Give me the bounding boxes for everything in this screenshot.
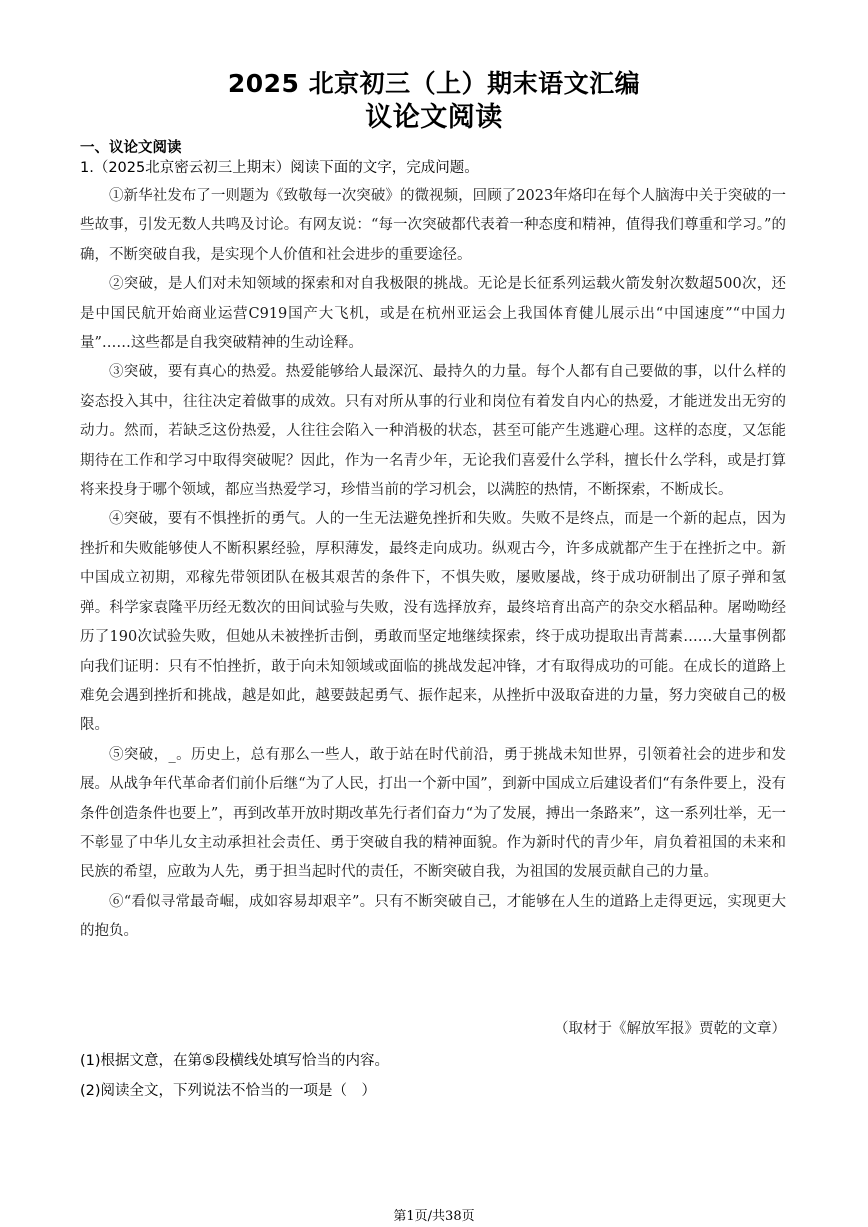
article-paragraph-4: ④突破，要有不惧挫折的勇气。人的一生无法避免挫折和失败。失败不是终点，而是一个新的起点，因为挫折和失败能够使人不断积累经验，厚积薄发，最终走向成功。纵观古今，许多成就都产生于在挫折之中。新中国成立初期，邓稼先带领团队在极其艰苦的条件下，不惧失败，屡败屡战，终于成功研制出了原子弹和氢弹。科学家袁隆平历经无数次的田间试验与失败，没有选择放弃，最终培育出高产的杂交水稻品种。屠呦呦经历了190次试验失败，但她从未被挫折击倒，勇敢而坚定地继续探索，终于成功提取出青蒿素……大量事例都向我们证明：只有不怕挫折，敢于向未知领域或面临的挑战发起冲锋，才有取得成功的可能。在成长的道路上难免会遇到挫折和挑战，越是如此，越要鼓起勇气、振作起来，从挫折中汲取奋进的力量，努力突破自己的极限。 bbox=[80, 511, 786, 734]
article-paragraph-6: ⑥“看似寻常最奇崛，成如容易却艰辛”。只有不断突破自己，才能够在人生的道路上走得更远，实现更大的抱负。 bbox=[80, 893, 786, 940]
section-heading: 一、议论文阅读 bbox=[80, 140, 182, 156]
article-source: （取材于《解放军报》贾乾的文章） bbox=[554, 1021, 786, 1037]
article-paragraph-5: ⑤突破，_。历史上，总有那么一些人，敢于站在时代前沿，勇于挑战未知世界，引领着社会的进步和发展。从战争年代革命者们前仆后继“为了人民，打出一个新中国”，到新中国成立后建设者们“有条件要上，没有条件创造条件也要上”，再到改革开放时期改革先行者们奋力“为了发展，搏出一条路来”，这一系列壮举，无一不彰显了中华儿女主动承担社会责任、勇于突破自我的精神面貌。作为新时代的青少年，肩负着祖国的未来和民族的希望，应敢为人先，勇于担当起时代的责任，不断突破自我，为祖国的发展贡献自己的力量。 bbox=[80, 746, 786, 881]
article-body bbox=[80, 182, 786, 947]
article-paragraph-3: ③突破，要有真心的热爱。热爱能够给人最深沉、最持久的力量。每个人都有自己要做的事，以什么样的姿态投入其中，往往决定着做事的成效。只有对所从事的行业和岗位有着发自内心的热爱，才能迸发出无穷的动力。然而，若缺乏这份热爱，人往往会陷入一种消极的状态，甚至可能产生逃避心理。这样的态度，又怎能期待在工作和学习中取得突破呢？因此，作为一名青少年，无论我们喜爱什么学科，擅长什么学科，或是打算将来投身于哪个领域，都应当热爱学习，珍惜当前的学习机会，以满腔的热情，不断探索，不断成长。 bbox=[80, 364, 786, 499]
article-paragraph-1: ①新华社发布了一则题为《致敬每一次突破》的微视频，回顾了2023年烙印在每个人脑海中关于突破的一些故事，引发无数人共鸣及讨论。有网友说：“每一次突破都代表着一种态度和精神，值得我们尊重和学习。”的确，不断突破自我，是实现个人价值和社会进步的重要途径。 bbox=[80, 188, 786, 263]
document-subtitle: 议论文阅读 bbox=[365, 102, 503, 133]
subquestion-1: (1)根据文意，在第⑤段横线处填写恰当的内容。 bbox=[80, 1053, 390, 1069]
article-paragraph-2: ②突破，是人们对未知领域的探索和对自我极限的挑战。无论是长征系列运载火箭发射次数超500次，还是中国民航开始商业运营C919国产大飞机，或是在杭州亚运会上我国体育健儿展示出“中国速度”“中国力量”……这些都是自我突破精神的生动诠释。 bbox=[80, 276, 786, 352]
question-prompt: 1.（2025北京密云初三上期末）阅读下面的文字，完成问题。 bbox=[80, 160, 479, 176]
subquestion-2: (2)阅读全文，下列说法不恰当的一项是（ ） bbox=[80, 1083, 377, 1099]
document-title: 2025 北京初三（上）期末语文汇编 bbox=[227, 69, 641, 98]
page-number: 第1页/共38页 bbox=[393, 1209, 475, 1224]
